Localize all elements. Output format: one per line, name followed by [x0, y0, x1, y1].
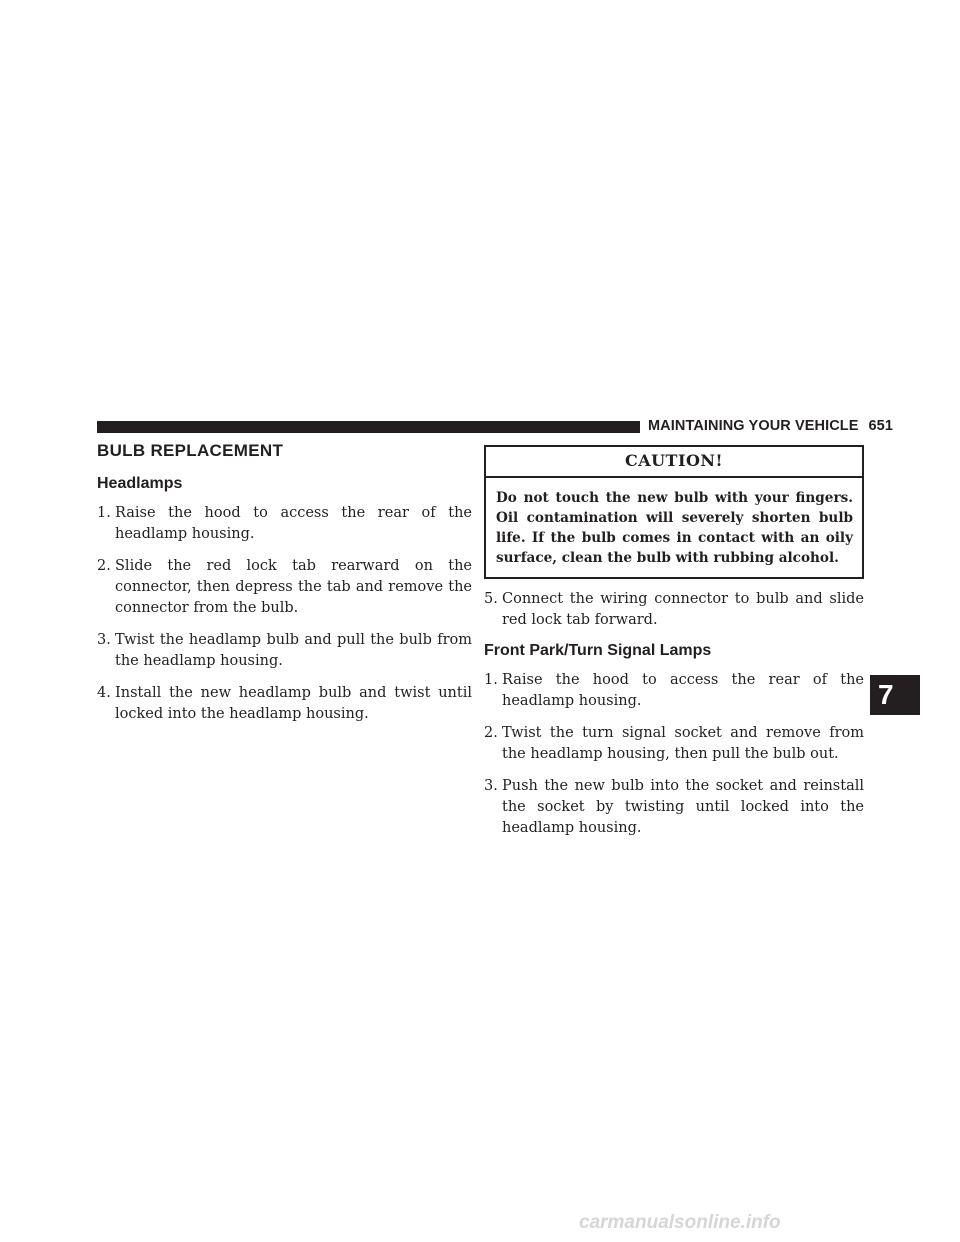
- list-item: [97, 630, 472, 672]
- step-text: Raise the hood to access the rear of the headlamp housing.: [115, 505, 472, 542]
- list-item: [97, 556, 472, 619]
- step-text: Twist the turn signal socket and remove from the headlamp housing, then pull the bulb out.: [502, 725, 864, 762]
- list-item: [97, 503, 472, 545]
- step-text: Push the new bulb into the socket and reinstall the socket by twisting until locked into the headlamp housing.: [502, 778, 864, 836]
- list-item: [484, 723, 864, 765]
- chapter-tab: 7: [870, 675, 920, 715]
- step-number: 3.: [484, 778, 498, 794]
- park-turn-steps-list: [484, 670, 864, 839]
- header-rule: [97, 421, 640, 433]
- step-number: 1.: [484, 672, 498, 688]
- step-number: 3.: [97, 632, 111, 648]
- watermark-logo: carmanualsonline.info: [579, 1212, 781, 1233]
- headlamp-step5-list: [484, 589, 864, 631]
- step-number: 4.: [97, 685, 111, 701]
- step-number: 2.: [97, 558, 111, 574]
- step-text: Slide the red lock tab rearward on the connector, then depress the tab and remove the connector from the bulb.: [115, 558, 472, 616]
- page-number: 651: [868, 418, 894, 434]
- caution-box: [484, 445, 864, 579]
- step-number: 1.: [97, 505, 111, 521]
- headlamp-steps-list: [97, 503, 472, 725]
- caution-title: CAUTION!: [486, 447, 862, 478]
- list-item: [484, 589, 864, 631]
- header-section-title: MAINTAINING YOUR VEHICLE: [648, 418, 859, 434]
- step-text: Raise the hood to access the rear of the headlamp housing.: [502, 672, 864, 709]
- step-text: Connect the wiring connector to bulb and slide red lock tab forward.: [502, 591, 864, 628]
- caution-text: Do not touch the new bulb with your fingers. Oil contamination will severely shorten bulb life. If the bulb comes in contact with an oily surface, clean the bulb with rubbing alcohol.: [496, 490, 853, 566]
- list-item: [97, 683, 472, 725]
- page-header: [648, 418, 893, 434]
- list-item: [484, 670, 864, 712]
- headlamps-heading: Headlamps: [97, 475, 183, 492]
- section-heading: BULB REPLACEMENT: [97, 441, 284, 460]
- list-item: [484, 776, 864, 839]
- left-column: [97, 441, 472, 736]
- front-park-turn-heading: Front Park/Turn Signal Lamps: [484, 642, 712, 659]
- step-number: 2.: [484, 725, 498, 741]
- right-column: [484, 445, 864, 850]
- step-text: Twist the headlamp bulb and pull the bulb from the headlamp housing.: [115, 632, 472, 669]
- step-number: 5.: [484, 591, 498, 607]
- step-text: Install the new headlamp bulb and twist until locked into the headlamp housing.: [115, 685, 472, 722]
